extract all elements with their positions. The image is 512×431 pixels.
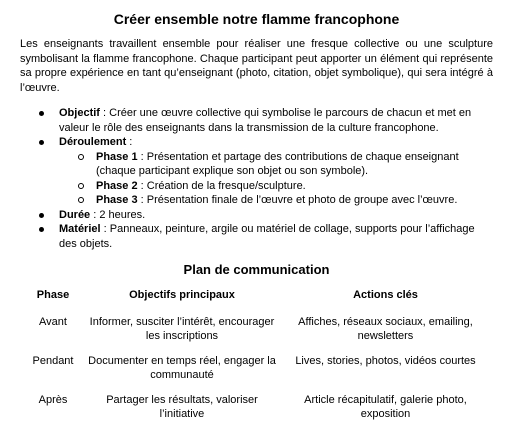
deroulement-text: : <box>126 136 133 148</box>
phase-label: Phase 2 <box>96 179 138 192</box>
materiel-text: : Panneaux, peinture, argile ou matériel de collage, supports pour l’affichage des objets. <box>59 223 475 250</box>
activity-details-list <box>20 106 493 251</box>
circle-bullet-icon <box>78 183 84 189</box>
bullet-icon <box>39 213 44 218</box>
duree-label: Durée <box>59 208 91 221</box>
table-header-row <box>20 285 493 313</box>
phase-label: Phase 1 <box>96 150 138 163</box>
phase-item <box>59 150 493 179</box>
list-item-materiel <box>20 222 493 251</box>
bullet-icon <box>39 140 44 145</box>
bullet-icon <box>39 111 44 116</box>
column-header: Phase <box>36 289 70 301</box>
column-header: Objectifs principaux <box>129 289 235 301</box>
intro-paragraph: Les enseignants travaillent ensemble pour réaliser une fresque collective ou une sculpture symbolisant la flamme francophone. Chaque participant peut apporter un élément qui représente sa propre expérience en tant qu’enseignant (photo, citation, objet symbolique), qui sera intégré à l’œuvre. <box>20 38 493 94</box>
phase-text: : Création de la fresque/sculpture. <box>137 179 306 192</box>
page-title: Créer ensemble notre flamme francophone <box>113 11 400 27</box>
table-row <box>20 391 493 430</box>
table-cell: Documenter en temps réel, engager la communauté <box>88 354 276 381</box>
phases-list <box>59 150 493 208</box>
section-title: Plan de communication <box>183 262 330 277</box>
table-cell: Affiches, réseaux sociaux, emailing, newsletters <box>298 315 473 342</box>
table-row <box>20 313 493 352</box>
bullet-icon <box>39 227 44 232</box>
list-item-objectif <box>20 106 493 135</box>
circle-bullet-icon <box>78 197 84 203</box>
phase-item <box>59 193 493 208</box>
table-row <box>20 352 493 391</box>
table-cell: Pendant <box>32 354 74 367</box>
phase-label: Phase 3 <box>96 194 138 206</box>
table-cell: Avant <box>39 315 67 328</box>
table-cell: Lives, stories, photos, vidéos courtes <box>295 354 476 367</box>
duree-text: : 2 heures. <box>90 208 146 221</box>
table-cell: Partager les résultats, valoriser l’initiative <box>106 393 258 420</box>
objectif-label: Objectif <box>59 107 100 119</box>
column-header: Actions clés <box>353 289 418 301</box>
objectif-text: : Créer une œuvre collective qui symbolise le parcours de chacun et met en valeur le rôle des enseignants dans la transmission de la culture francophone. <box>59 107 472 134</box>
deroulement-label: Déroulement <box>59 136 127 148</box>
phase-text: : Présentation finale de l’œuvre et photo de groupe avec l’œuvre. <box>137 194 458 206</box>
phase-item <box>59 179 493 194</box>
table-cell: Après <box>38 393 68 406</box>
list-item-deroulement <box>20 135 493 208</box>
table-cell: Article récapitulatif, galerie photo, exposition <box>304 393 467 420</box>
materiel-label: Matériel <box>59 223 101 235</box>
circle-bullet-icon <box>78 154 84 160</box>
phase-text: : Présentation et partage des contributions de chaque enseignant (chaque participant explique son objet ou son symbole). <box>96 150 459 177</box>
list-item-duree <box>20 208 493 223</box>
table-cell: Informer, susciter l’intérêt, encourager les inscriptions <box>89 315 275 342</box>
communication-plan-table <box>20 285 493 430</box>
